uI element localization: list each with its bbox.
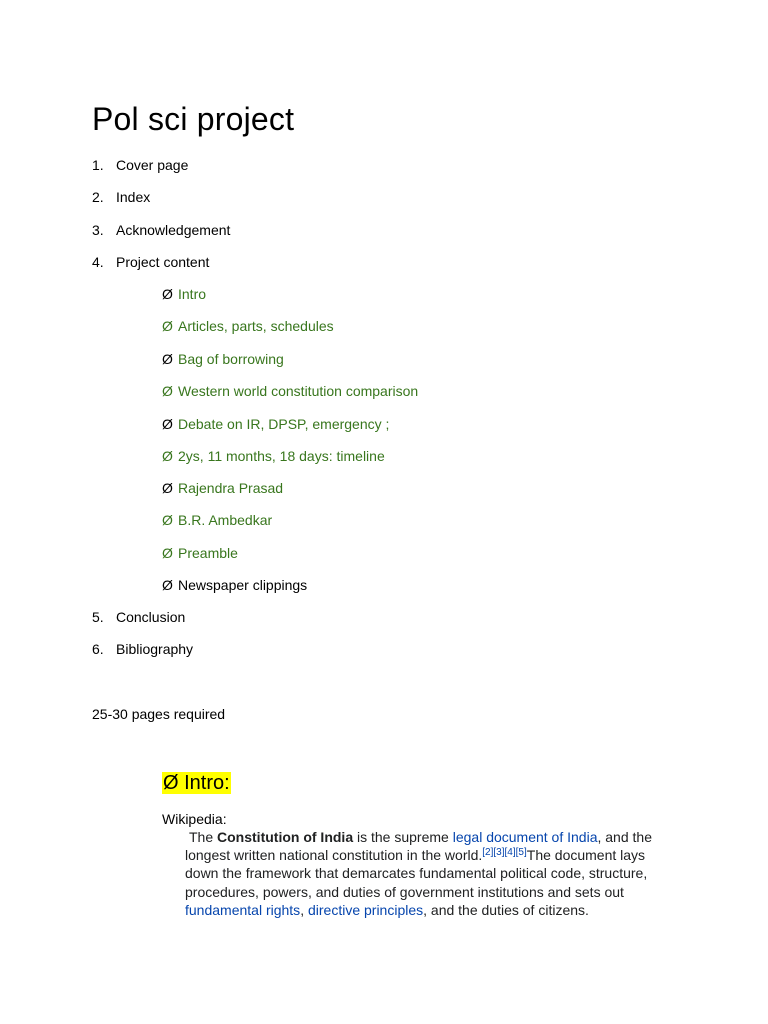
outline-item xyxy=(92,607,185,627)
bullet-icon: Ø xyxy=(162,318,173,334)
bullet-icon: Ø xyxy=(162,512,173,528)
outline-item xyxy=(92,220,230,240)
list-number: 6. xyxy=(92,641,104,657)
outline-item-label: Index xyxy=(116,189,151,205)
list-number: 4. xyxy=(92,254,104,270)
outline-item-label: Acknowledgement xyxy=(116,222,231,238)
content-item-label: Western world constitution comparison xyxy=(178,383,419,399)
bullet-icon: Ø xyxy=(162,545,173,561)
bullet-icon: Ø xyxy=(162,383,173,399)
content-item-label: 2ys, 11 months, 18 days: timeline xyxy=(178,448,385,464)
paragraph-text: The document lays down the framework that demarcates fundamental political code, structure, procedures, powers, and duties of government institutions and sets out xyxy=(185,847,648,900)
citation-links[interactable]: [2][3][4][5] xyxy=(482,847,527,859)
content-item xyxy=(162,575,307,595)
content-item xyxy=(162,414,389,434)
outline-item-label: Conclusion xyxy=(116,609,186,625)
bullet-icon: Ø xyxy=(162,480,173,496)
content-item xyxy=(162,284,206,304)
content-item xyxy=(162,349,284,369)
paragraph-text: The xyxy=(189,829,214,845)
content-item-label: Intro xyxy=(178,286,207,302)
content-item-label: Newspaper clippings xyxy=(178,577,308,593)
content-item-label: B.R. Ambedkar xyxy=(178,512,273,528)
source-label: Wikipedia: xyxy=(162,811,227,827)
link-legal-document[interactable]: legal document of India xyxy=(452,829,598,845)
content-item-label: Rajendra Prasad xyxy=(178,480,284,496)
link-fundamental-rights[interactable]: fundamental rights xyxy=(185,901,301,918)
outline-item-label: Bibliography xyxy=(116,641,194,657)
bullet-icon: Ø xyxy=(162,416,173,432)
outline-item-label: Cover page xyxy=(116,157,189,173)
content-item-label: Debate on IR, DPSP, emergency ; xyxy=(178,416,390,432)
paragraph-text: , and the duties of citizens. xyxy=(423,901,589,918)
link-directive-principles[interactable]: directive principles xyxy=(307,901,424,918)
bullet-icon: Ø xyxy=(162,351,173,367)
outline-item xyxy=(92,187,150,207)
content-item xyxy=(162,543,238,563)
pages-required-note: 25-30 pages required xyxy=(92,706,226,722)
outline-item xyxy=(92,155,188,175)
list-number: 1. xyxy=(92,157,104,173)
page-title: Pol sci project xyxy=(92,101,295,137)
bullet-icon: Ø xyxy=(162,577,173,593)
bold-subject: Constitution of India xyxy=(217,829,354,845)
list-number: 5. xyxy=(92,609,104,625)
content-item xyxy=(162,478,283,498)
highlighted-heading-text: Ø Intro: xyxy=(163,772,230,794)
paragraph-text: is the supreme xyxy=(353,829,453,845)
intro-paragraph xyxy=(185,828,675,919)
content-item xyxy=(162,316,334,336)
outline-item xyxy=(92,252,209,272)
bullet-icon: Ø xyxy=(162,286,173,302)
content-item-label: Preamble xyxy=(178,545,238,561)
content-item xyxy=(162,381,418,401)
content-item-label: Bag of borrowing xyxy=(178,351,284,367)
intro-heading xyxy=(162,770,231,796)
list-number: 3. xyxy=(92,222,104,238)
paragraph-text: , xyxy=(300,901,308,918)
bullet-icon: Ø xyxy=(162,448,173,464)
list-number: 2. xyxy=(92,189,104,205)
outline-item-label: Project content xyxy=(116,254,210,270)
content-item-label: Articles, parts, schedules xyxy=(178,318,334,334)
content-item xyxy=(162,446,385,466)
outline-item xyxy=(92,639,193,659)
paragraph-text: , and the longest written national constitution in the world. xyxy=(185,829,652,864)
content-item xyxy=(162,510,272,530)
